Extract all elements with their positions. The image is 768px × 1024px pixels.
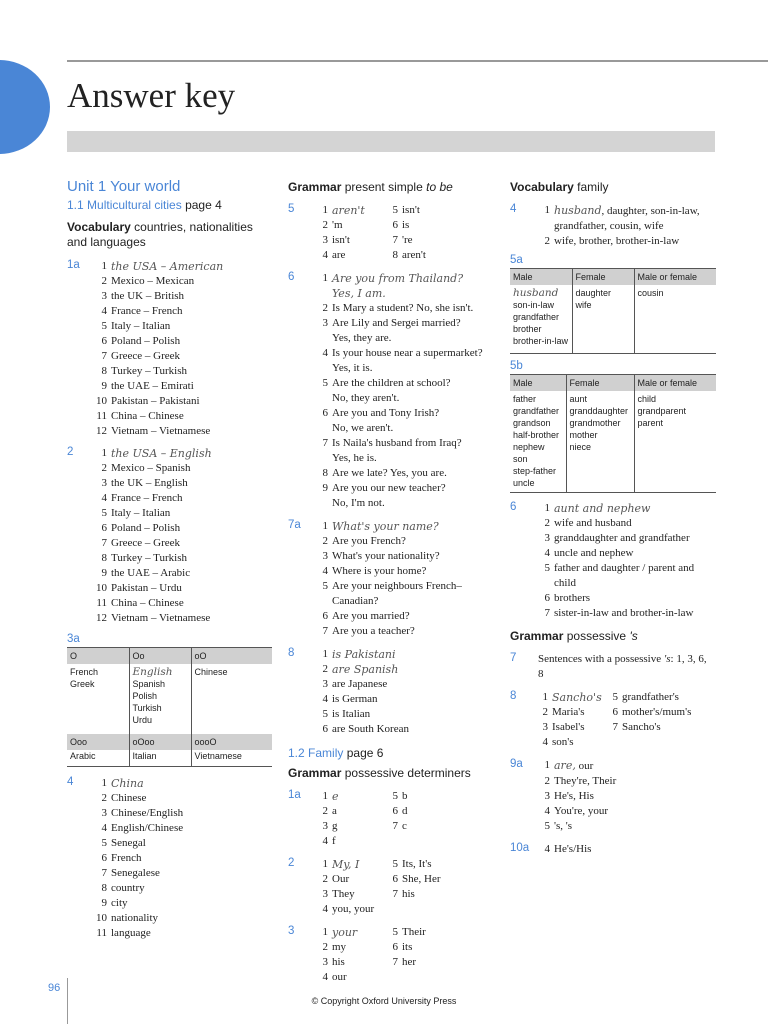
answer-item: 1 aunt and nephew — [544, 502, 651, 515]
answer-item: 5 Italy – Italian — [101, 320, 171, 332]
answer-item: 6 Poland – Polish — [101, 522, 181, 534]
section-heading: 1.1 Multicultural cities page 4 — [67, 198, 222, 212]
answer-item: 6 are South Korean — [322, 723, 409, 735]
answer-item: 1 the USA – English — [101, 447, 212, 460]
answer-item: 10 Pakistan – Pakistani — [96, 395, 200, 407]
answer-item: 3 isn't — [322, 234, 350, 246]
answer-item: 5 Are the children at school? — [322, 377, 451, 389]
exercise-3a: 3a — [67, 633, 80, 645]
answer-item: 8 aren't — [392, 249, 426, 261]
table-cell-item: cousin — [637, 288, 664, 298]
answer-item: 5 father and daughter / parent and — [544, 562, 695, 574]
answer-item: 1 e — [322, 790, 339, 803]
exercise-2-family-answers — [316, 857, 456, 917]
stress-header: oO — [191, 648, 272, 665]
exercise-2-answers — [95, 446, 212, 626]
exercise-6: 6 1 Are you from Thailand? Yes, I am. 2 Is Mary a student? No, she isn't. 3 Are Lily and Sergei married? Yes, they are. 4 Is your house near a supermarket? Yes, it is. 5 Are the children at school? No, they aren't. 6 Are you and Tony Irish? No, we aren't. 7 Is Naila's husband from Iraq? Yes, he is. 8 Are we late? Yes, you are. 9 Are you our new teacher? No, I'm not. — [288, 271, 483, 509]
stress-table — [67, 647, 272, 767]
table-cell-item: grandmother — [569, 417, 621, 428]
answer-item: 4 France – French — [101, 305, 183, 317]
stress-cell — [129, 664, 191, 734]
answer-item: 7 c — [392, 820, 407, 832]
answer-item: 2 Mexico – Spanish — [101, 462, 191, 474]
answer-item: 5 Their — [392, 926, 426, 938]
copyright: © Copyright Oxford University Press — [311, 996, 457, 1006]
answer-item: 7 Are you a teacher? — [322, 625, 415, 637]
answer-item: 2 a — [322, 805, 337, 817]
answer-item: 1 husband, daughter, son-in-law, — [544, 204, 700, 217]
grammar-heading-2: Grammar possessive determiners — [288, 766, 471, 780]
answer-item: 1 Sancho's — [542, 691, 602, 704]
answer-item: 2 are Spanish — [322, 663, 399, 676]
exercise-1a: 1a 1 the USA – American 2 Mexico – Mexican 3 the UK – British 4 France – French 5 Italy – Italian 6 Poland – Polish 7 Greece – Greek 8 Turkey – Turkish 9 the UAE – Emirati 10 Pakistan – Pakistani 11 China – Chinese 12 Vietnam – Vietnamese — [67, 259, 224, 437]
exercise-8: 8 1 is Pakistani 2 are Spanish 3 are Japanese 4 is German 5 is Italian 6 are South Korean — [288, 647, 409, 735]
column-3 — [510, 180, 716, 857]
answer-continuation: grandfather, cousin, wife — [554, 220, 664, 232]
table-cell-item: aunt — [569, 393, 588, 404]
answer-item: 3 They — [322, 888, 355, 900]
exercise-5-answers — [316, 203, 456, 263]
stress-cell: French Greek — [67, 664, 129, 734]
table-header: Male or female — [634, 269, 716, 286]
exercise-4: 4 1 China 2 Chinese 3 Chinese/English 4 English/Chinese 5 Senegal 6 French 7 Senegalese 8 country 9 city 10 nationality 11 language — [67, 775, 184, 939]
answer-item: 4 France – French — [101, 492, 183, 504]
answer-continuation: Yes, it is. — [332, 362, 373, 374]
vocab-family-heading: Vocabulary family — [510, 180, 609, 194]
answer-item: 9 the UAE – Arabic — [101, 567, 191, 579]
table-cell-item: step-father — [513, 465, 557, 476]
grammar-possessive-heading: Grammar possessive 's — [510, 629, 638, 643]
table-cell — [510, 285, 572, 353]
answer-item: 11 language — [96, 926, 151, 939]
table-cell-item: niece — [569, 441, 592, 452]
answer-item: 1 My, I — [322, 858, 360, 871]
table-cell-item: grandparent — [637, 405, 687, 416]
column-1 — [67, 178, 272, 941]
answer-item: 2 Maria's — [542, 706, 585, 718]
answer-item: 2 my — [322, 941, 347, 953]
table-cell-item: half-brother — [513, 429, 560, 440]
stress-cell-item: English — [132, 666, 173, 678]
table-header: Male — [510, 374, 566, 391]
stress-header: oooO — [191, 734, 272, 750]
table-cell-item: grandfather — [513, 405, 560, 416]
table-cell — [510, 391, 566, 493]
table-cell-item: granddaughter — [569, 405, 629, 416]
answer-continuation: No, we aren't. — [332, 422, 394, 434]
table-cell-item: mother — [569, 429, 598, 440]
exercise-1a-family-answers — [316, 789, 456, 849]
table-cell-item: grandson — [513, 417, 551, 428]
answer-item: 3 his — [322, 956, 345, 968]
answer-item: 7 Sancho's — [612, 721, 661, 733]
table-cell-item: parent — [637, 417, 664, 428]
stress-cell: Chinese — [194, 667, 228, 677]
table-cell — [566, 391, 634, 493]
answer-item: 2 Is Mary a student? No, she isn't. — [322, 302, 474, 314]
table-cell-item: father — [513, 393, 537, 404]
exercise-5: 5 1 aren't 2 'm 3 isn't 4 are 5 isn't 6 is 7 're 8 aren't — [288, 203, 498, 263]
stress-cell-item: Polish — [132, 691, 158, 701]
answer-item: 5 Senegal — [101, 836, 146, 849]
exercise-2: 2 1 the USA – English 2 Mexico – Spanish 3 the UK – English 4 France – French 5 Italy – Italian 6 Poland – Polish 7 Greece – Greek 8 Turkey – Turkish 9 the UAE – Arabic 10 Pakistan – Urdu 11 China – Chinese 12 Vietnam – Vietnamese — [67, 446, 212, 624]
answer-item: 10 nationality — [96, 911, 159, 924]
answer-item: 2 wife, brother, brother-in-law — [544, 235, 680, 247]
family-table-5b — [510, 374, 716, 494]
top-rule — [67, 60, 768, 62]
exercise-7a-answers — [316, 519, 462, 639]
answer-item: 2 They're, Their — [544, 775, 617, 787]
answer-item: 3 g — [322, 820, 338, 832]
table-header: Male — [510, 269, 572, 286]
answer-item: 7 're — [392, 234, 413, 246]
answer-item: 12 Vietnam – Vietnamese — [96, 612, 211, 624]
table-cell — [572, 285, 634, 353]
table-cell-item: husband — [513, 287, 559, 299]
answer-continuation: No, I'm not. — [332, 497, 385, 509]
answer-item: 8 Turkey – Turkish — [101, 552, 188, 564]
stress-cell: Vietnamese — [194, 751, 242, 761]
table-cell-item: brother — [513, 324, 542, 334]
exercise-10a-answer: 4 He's/His — [544, 843, 592, 855]
stress-header: O — [67, 648, 129, 665]
unit-heading: Unit 1 Your world — [67, 178, 181, 195]
answer-item: 1 Are you from Thailand? — [322, 272, 464, 285]
exercise-1a-family: 1a 1 e 2 a 3 g 4 f 5 b 6 d 7 c — [288, 789, 498, 849]
page-title: Answer key — [67, 76, 236, 115]
answer-item: 4 are — [322, 249, 346, 261]
answer-item: 5 grandfather's — [612, 691, 679, 703]
exercise-6-family: 6 1 aunt and nephew 2 wife and husband 3 granddaughter and grandfather 4 uncle and nephew 5 father and daughter / parent and child 6 brothers 7 sister-in-law and brother-in-law — [510, 501, 695, 619]
stress-header: Ooo — [67, 734, 129, 750]
table-cell-item: brother-in-law — [513, 336, 569, 346]
answer-continuation: Yes, they are. — [332, 332, 392, 344]
page-number: 96 — [48, 982, 61, 994]
answer-item: 1 is Pakistani — [322, 648, 396, 661]
answer-item: 3 the UK – English — [101, 477, 188, 489]
table-cell-item: uncle — [513, 477, 535, 488]
answer-item: 11 China – Chinese — [96, 410, 184, 422]
answer-item: 7 Senegalese — [101, 866, 160, 879]
header-bar — [67, 131, 715, 152]
exercise-4-answers — [95, 776, 183, 941]
answer-item: 8 country — [101, 881, 145, 894]
section-heading-1-2: 1.2 Family page 6 — [288, 746, 384, 760]
answer-item: 7 Greece – Greek — [101, 350, 181, 362]
table-cell-item: child — [637, 393, 657, 404]
exercise-4-family-answers — [538, 203, 700, 249]
answer-item: 6 Are you married? — [322, 610, 410, 622]
stress-header: oOoo — [129, 734, 191, 750]
answer-item: 6 Are you and Tony Irish? — [322, 407, 440, 419]
answer-item: 5 b — [392, 790, 408, 802]
answer-item: 4 uncle and nephew — [544, 547, 634, 559]
answer-item: 6 Poland – Polish — [101, 335, 181, 347]
exercise-10a: 10a 4 He's/His — [510, 842, 592, 855]
table-cell-item: nephew — [513, 441, 545, 452]
answer-item: 4 our — [322, 971, 347, 983]
answer-item: 3 Isabel's — [542, 721, 585, 733]
answer-item: 5 isn't — [392, 204, 420, 216]
exercise-6-answers — [316, 271, 483, 511]
answer-continuation: Canadian? — [332, 595, 379, 607]
answer-item: 5 is Italian — [322, 708, 371, 720]
answer-item: 8 Turkey – Turkish — [101, 365, 188, 377]
answer-item: 9 Are you our new teacher? — [322, 482, 446, 494]
answer-item: 6 brothers — [544, 592, 591, 604]
answer-continuation: Yes, he is. — [332, 452, 377, 464]
answer-item: 4 You're, your — [544, 805, 609, 817]
answer-item: 6 mother's/mum's — [612, 706, 692, 718]
exercise-7-family: 7 Sentences with a possessive 's: 1, 3, 6, 8 — [510, 652, 707, 680]
answer-item: 4 you, your — [322, 903, 375, 915]
answer-item: 6 French — [101, 851, 142, 864]
exercise-2-family: 2 1 My, I 2 Our 3 They 4 you, your 5 Its, It's 6 She, Her 7 his — [288, 857, 498, 917]
stress-header: Oo — [129, 648, 191, 665]
answer-item: 9 the UAE – Emirati — [101, 380, 194, 392]
table-cell-item: son-in-law — [513, 300, 555, 310]
exercise-3-family: 3 1 your 2 my 3 his 4 our 5 Their 6 its 7 her — [288, 925, 498, 985]
answer-item: 1 are, our — [544, 759, 594, 772]
answer-item: 6 its — [392, 941, 413, 953]
answer-item: 3 What's your nationality? — [322, 550, 440, 562]
stress-cell: Arabic — [67, 750, 129, 766]
exercise-7-family-answer: Sentences with a possessive 's: 1, 3, 6, 8 — [538, 653, 707, 680]
exercise-4-family: 4 1 husband, daughter, son-in-law, grandfather, cousin, wife 2 wife, brother, brother-in-law — [510, 203, 700, 247]
answer-item: 6 She, Her — [392, 873, 441, 885]
answer-item: 1 your — [322, 926, 358, 939]
exercise-9a: 9a 1 are, our 2 They're, Their 3 He's, His 4 You're, your 5 's, 's — [510, 758, 617, 832]
table-header: Male or female — [634, 374, 716, 391]
table-cell — [634, 391, 716, 493]
answer-item: 8 Are we late? Yes, you are. — [322, 467, 447, 479]
table-header: Female — [572, 269, 634, 286]
answer-item: 2 Our — [322, 873, 350, 885]
answer-item: 3 the UK – British — [101, 290, 185, 302]
exercise-8-answers — [316, 647, 409, 737]
answer-item: 7 sister-in-law and brother-in-law — [544, 607, 694, 619]
table-cell-item: daughter — [575, 288, 612, 298]
exercise-8-family: 8 1 Sancho's 2 Maria's 3 Isabel's 4 son's 5 grandfather's 6 mother's/mum's 7 Sancho's — [510, 690, 716, 750]
chapter-tab-circle — [0, 60, 50, 154]
answer-item: 1 the USA – American — [101, 260, 224, 273]
answer-item: 4 Is your house near a supermarket? — [322, 347, 483, 359]
exercise-5a: 5a — [510, 254, 523, 266]
exercise-9a-answers — [538, 758, 616, 834]
answer-item: 4 English/Chinese — [101, 821, 184, 834]
answer-item: 7 his — [392, 888, 415, 900]
answer-item: 2 wife and husband — [544, 517, 632, 529]
answer-item: 5 Italy – Italian — [101, 507, 171, 519]
answer-item: 1 What's your name? — [322, 520, 439, 533]
table-cell-item: wife — [575, 300, 592, 310]
answer-continuation: Yes, I am. — [332, 287, 386, 300]
stress-cell-item: Turkish — [132, 703, 162, 713]
table-header: Female — [566, 374, 634, 391]
answer-item: 7 her — [392, 956, 417, 968]
answer-item: 6 d — [392, 805, 408, 817]
vocab-heading: Vocabulary countries, nationalities and languages — [67, 220, 253, 249]
table-cell-item: grandfather — [513, 312, 560, 322]
stress-cell: Italian — [129, 750, 191, 766]
answer-item: 1 China — [101, 776, 144, 790]
exercise-7a: 7a 1 What's your name? 2 Are you French? 3 What's your nationality? 4 Where is your home? 5 Are your neighbours French– Canadian? 6 Are you married? 7 Are you a teacher? — [288, 519, 462, 637]
grammar-heading: Grammar present simple to be — [288, 180, 453, 194]
answer-item: 4 Where is your home? — [322, 565, 427, 577]
exercise-5b: 5b — [510, 359, 523, 372]
answer-item: 4 f — [322, 835, 336, 847]
exercise-1a-answers — [95, 259, 223, 439]
answer-item: 10 Pakistan – Urdu — [96, 582, 182, 594]
answer-continuation: No, they aren't. — [332, 392, 400, 404]
answer-item: 5 's, 's — [544, 820, 573, 832]
answer-item: 3 Chinese/English — [101, 806, 184, 819]
answer-item: 2 Are you French? — [322, 535, 406, 547]
stress-cell-item: Spanish — [132, 679, 166, 689]
table-cell — [634, 285, 716, 353]
answer-continuation: child — [554, 577, 576, 589]
answer-item: 2 Mexico – Mexican — [101, 275, 195, 287]
answer-item: 3 are Japanese — [322, 678, 388, 690]
answer-item: 1 aren't — [322, 204, 365, 217]
answer-item: 7 Is Naila's husband from Iraq? — [322, 437, 462, 449]
answer-item: 2 'm — [322, 219, 343, 231]
answer-item: 5 Are your neighbours French– — [322, 580, 462, 592]
answer-item: 3 granddaughter and grandfather — [544, 532, 690, 544]
family-table-5a — [510, 268, 716, 354]
answer-item: 9 city — [101, 896, 128, 909]
column-2 — [288, 180, 498, 985]
answer-item: 5 Its, It's — [392, 858, 432, 870]
exercise-8-family-answers — [536, 690, 716, 750]
answer-item: 6 is — [392, 219, 410, 231]
answer-item: 3 Are Lily and Sergei married? — [322, 317, 461, 329]
exercise-6-family-answers — [538, 501, 694, 621]
answer-item: 7 Greece – Greek — [101, 537, 181, 549]
answer-item: 4 son's — [542, 736, 574, 748]
exercise-3-family-answers — [316, 925, 456, 985]
answer-item: 12 Vietnam – Vietnamese — [96, 425, 211, 437]
table-cell-item: son — [513, 453, 528, 464]
answer-item: 3 He's, His — [544, 790, 594, 802]
answer-item: 4 is German — [322, 693, 378, 705]
answer-item: 11 China – Chinese — [96, 597, 184, 609]
answer-item: 2 Chinese — [101, 791, 147, 804]
stress-cell-item: Urdu — [132, 715, 153, 725]
